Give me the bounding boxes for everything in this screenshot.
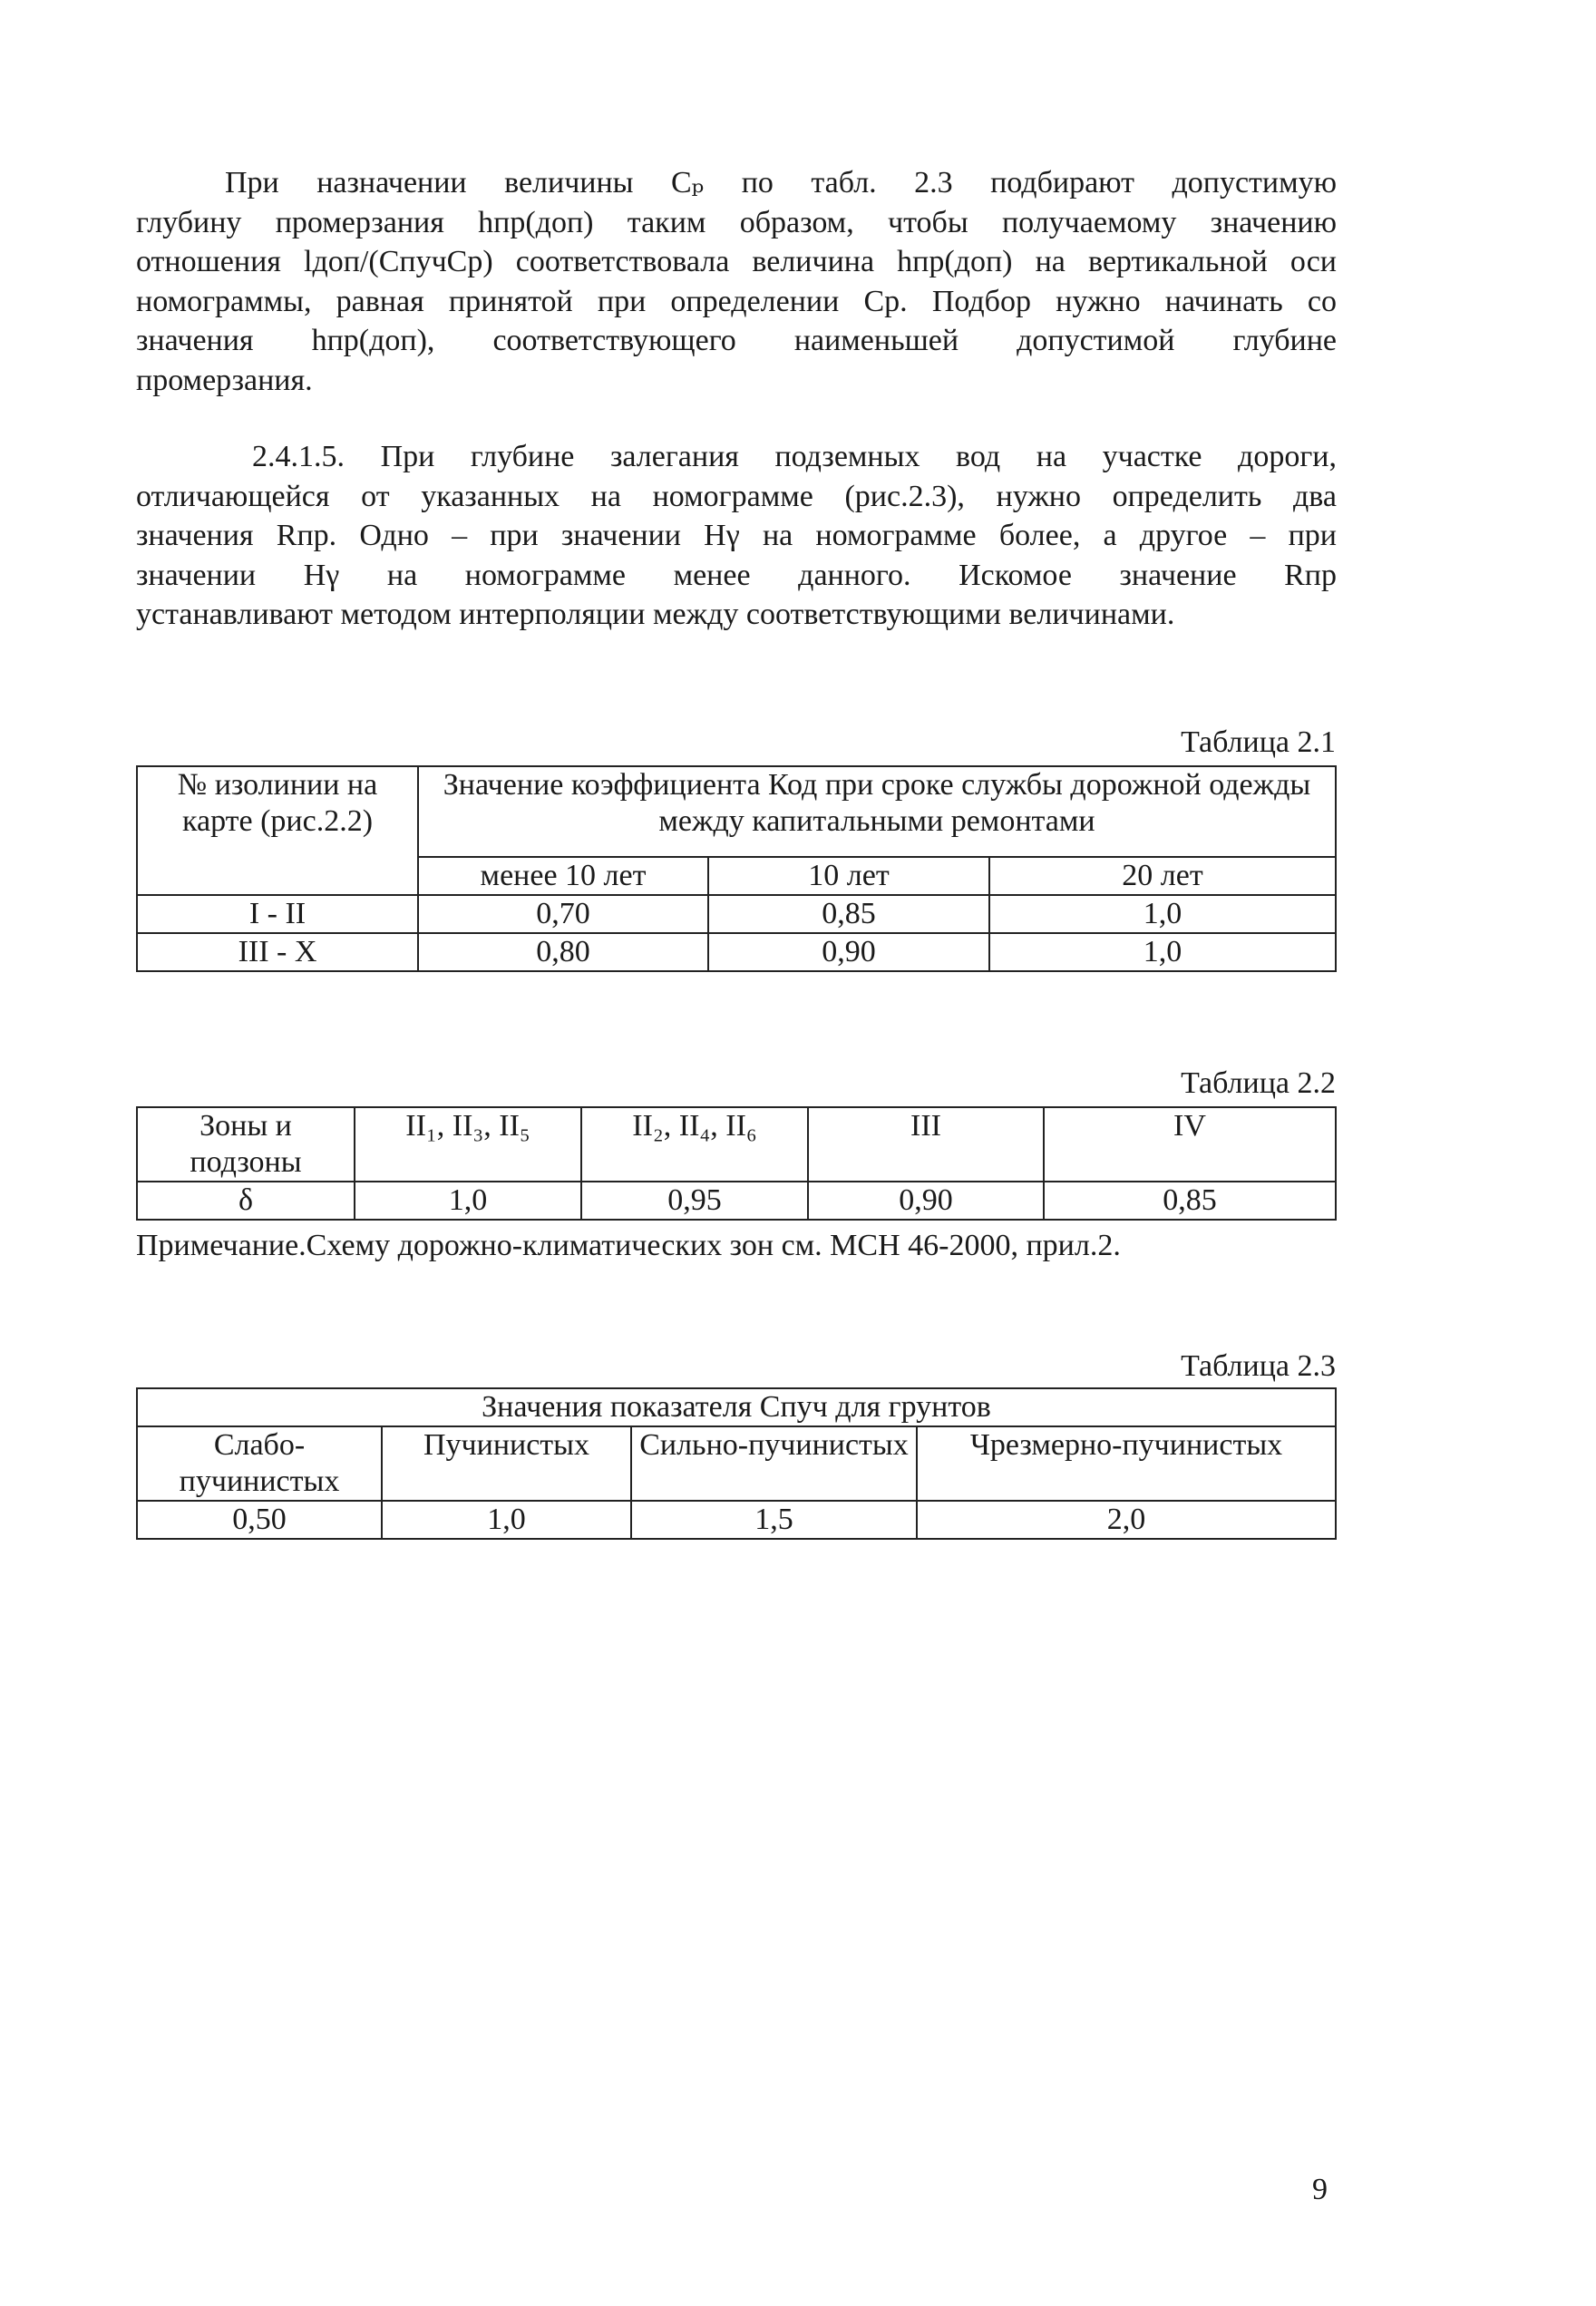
table-2-2-note: Примечание.Схему дорожно-климатических зон см. МСН 46-2000, прил.2. [136, 1229, 1121, 1262]
table-2-3-header: Пучинистых [382, 1426, 631, 1501]
paragraph-2-line: отличающейся от указанных на номограмме (рис.2.3), нужно определить два [136, 479, 1337, 513]
paragraph-2-line: значении Hγ на номограмме менее данного. Искомое значение Rпр [136, 558, 1337, 592]
paragraph-2-line: 2.4.1.5. При глубине залегания подземных вод на участке дороги, [252, 440, 1337, 473]
table-2-2-header: IV [1044, 1107, 1336, 1182]
table-2-2 [136, 1106, 1337, 1221]
table-cell: 0,80 [418, 933, 708, 971]
table-cell: 1,5 [631, 1501, 917, 1539]
table-cell: 0,70 [418, 895, 708, 933]
table-cell: 0,85 [708, 895, 989, 933]
table-2-1-caption: Таблица 2.1 [1181, 725, 1336, 759]
table-2-2-header: III [808, 1107, 1044, 1182]
table-cell: 1,0 [989, 933, 1336, 971]
table-2-3-header: Сильно-пучинистых [631, 1426, 917, 1501]
table-cell: 0,95 [581, 1182, 808, 1220]
table-2-3-header: Чрезмерно-пучинистых [917, 1426, 1336, 1501]
table-cell: 1,0 [355, 1182, 581, 1220]
table-2-2-caption: Таблица 2.2 [1181, 1066, 1336, 1100]
paragraph-1 [136, 163, 1337, 400]
table-row [137, 933, 1336, 971]
paragraph-2-line: значения Rпр. Одно – при значении Hγ на номограмме более, а другое – при [136, 519, 1337, 552]
table-2-3-title: Значения показателя Спуч для грунтов [137, 1388, 1336, 1426]
table-2-3 [136, 1387, 1337, 1540]
table-cell: 1,0 [382, 1501, 631, 1539]
table-2-1 [136, 765, 1337, 972]
table-cell: III - X [137, 933, 418, 971]
paragraph-1-line: номограммы, равная принятой при определении Ср. Подбор нужно начинать со [136, 284, 1337, 318]
paragraph-2 [136, 437, 1337, 635]
table-2-1-subhead: менее 10 лет [418, 857, 708, 895]
table-2-1-subhead: 10 лет [708, 857, 989, 895]
table-row [137, 1501, 1336, 1539]
table-row [137, 895, 1336, 933]
paragraph-1-line: отношения lдоп/(СпучСр) соответствовала величина hпр(доп) на вертикальной оси [136, 245, 1337, 278]
paragraph-1-line: значения hпр(доп), соответствующего наименьшей допустимой глубине [136, 324, 1337, 357]
table-cell: 2,0 [917, 1501, 1336, 1539]
table-cell: δ [137, 1182, 355, 1220]
table-cell: 1,0 [989, 895, 1336, 933]
table-2-3-header: Слабо-пучинистых [137, 1426, 382, 1501]
table-cell: 0,85 [1044, 1182, 1336, 1220]
table-2-1-subhead: 20 лет [989, 857, 1336, 895]
paragraph-1-line: глубину промерзания hпр(доп) таким образом, чтобы получаемому значению [136, 205, 1337, 239]
table-cell: 0,90 [808, 1182, 1044, 1220]
table-2-2-header: II₂, II₄, II₆ [581, 1107, 808, 1182]
table-cell: I - II [137, 895, 418, 933]
table-cell: 0,90 [708, 933, 989, 971]
paragraph-1-line: При назначении величины Сₚ по табл. 2.3 подбирают допустимую [225, 166, 1337, 199]
table-2-2-header: Зоны и подзоны [137, 1107, 355, 1182]
paragraph-2-line: устанавливают методом интерполяции между соответствующими величинами. [136, 598, 1175, 631]
paragraph-1-line: промерзания. [136, 363, 313, 397]
page-number: 9 [1312, 2173, 1328, 2206]
table-2-3-caption: Таблица 2.3 [1181, 1349, 1336, 1383]
table-2-1-head-left: № изолинии на карте (рис.2.2) [137, 766, 418, 895]
table-2-1-head-right: Значение коэффициента Код при сроке службы дорожной одежды между капитальными ремонтами [418, 766, 1336, 857]
table-cell: 0,50 [137, 1501, 382, 1539]
table-row [137, 1182, 1336, 1220]
table-2-2-header: II₁, II₃, II₅ [355, 1107, 581, 1182]
